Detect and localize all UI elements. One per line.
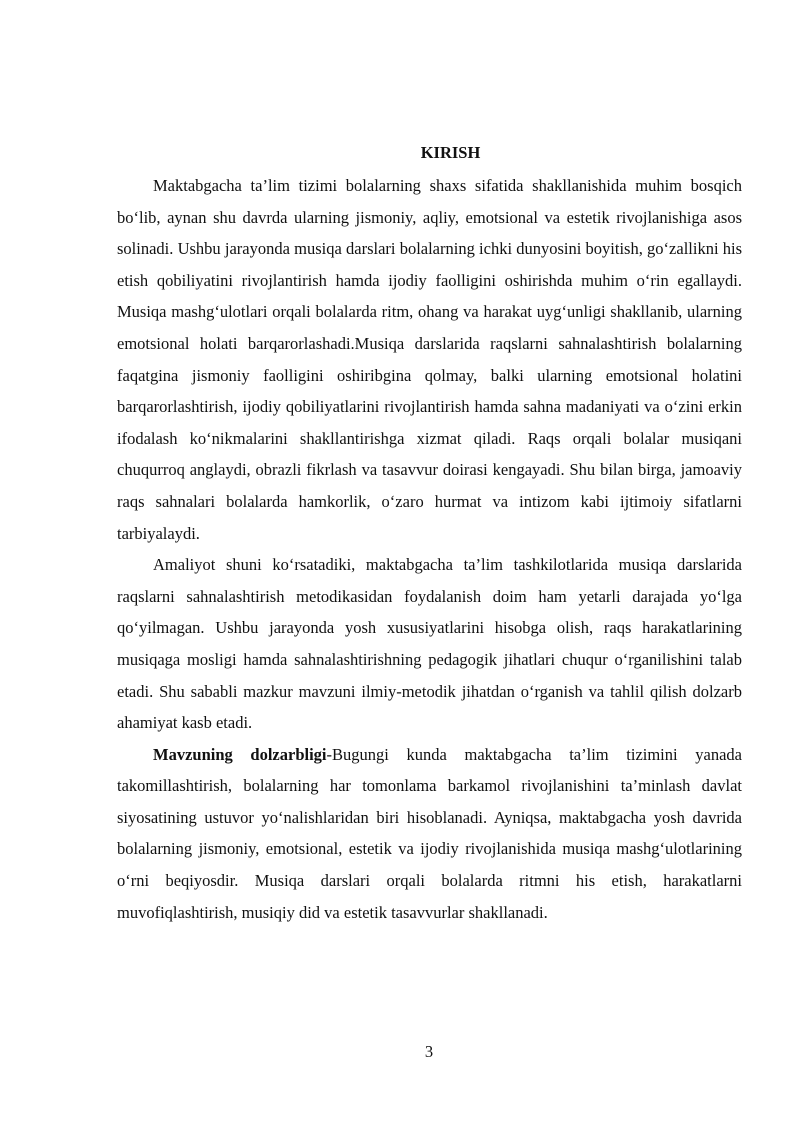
paragraph-practice bbox=[117, 549, 742, 739]
paragraph-relevance bbox=[117, 739, 742, 929]
paragraph-text: Amaliyot shuni ko‘rsatadiki, maktabgacha ta’lim tashkilotlarida musiqa darslarida raqslarni sahnalashtirish metodikasidan foydalanish doim ham yetarli darajada yo‘lga qo‘yilmagan. Ushbu jarayonda yosh xususiyatlarini hisobga olish, raqs harakatlarining musiqaga mosligi hamda sahnalashtirishning pedagogik jihatlari chuqur o‘rganilishini talab etadi. Shu sababli mazkur mavzuni ilmiy-metodik jihatdan o‘rganish va tahlil qilish dolzarb ahamiyat kasb etadi. bbox=[117, 555, 742, 733]
page-content bbox=[117, 140, 742, 928]
paragraph-lead-bold: Mavzuning dolzarbligi bbox=[153, 744, 327, 764]
page-number: 3 bbox=[424, 1042, 434, 1061]
paragraph-introduction bbox=[117, 170, 742, 549]
paragraph-text: Maktabgacha ta’lim tizimi bolalarning shaxs sifatida shakllanishida muhim bosqich bo‘lib, aynan shu davrda ularning jismoniy, aqliy, emotsional va estetik rivojlanishiga asos solinadi. Ushbu jarayonda musiqa darslari bolalarning ichki dunyosini boyitish, go‘zallikni his etish qobiliyatini rivojlantirish hamda ijodiy faolligini oshirishda muhim o‘rin egallaydi. Musiqa mashg‘ulotlari orqali bolalarda ritm, ohang va harakat uyg‘unligi shakllanib, ularning emotsional holati barqarorlashadi.Musiqa darslarida raqslarni sahnalashtirish bolalarning faqatgina jismoniy faolligini oshiribgina qolmay, balki ularning emotsional holatini barqarorlashtirish, ijodiy qobiliyatlarini rivojlantirish hamda sahna madaniyati va o‘zini erkin ifodalash ko‘nikmalarini shakllantirishga xizmat qiladi. Raqs orqali bolalar musiqani chuqurroq anglaydi, obrazli fikrlash va tasavvur doirasi kengayadi. Shu bilan birga, jamoaviy raqs sahnalari bolalarda hamkorlik, o‘zaro hurmat va intizom kabi ijtimoiy sifatlarni tarbiyalaydi. bbox=[117, 176, 742, 543]
section-heading: KIRISH bbox=[420, 143, 481, 162]
paragraph-text: -Bugungi kunda maktabgacha ta’lim tizimini yanada takomillashtirish, bolalarning har tomonlama barkamol rivojlanishini ta’minlash davlat siyosatining ustuvor yo‘nalishlaridan biri hisoblanadi. Ayniqsa, maktabgacha yosh davrida bolalarning jismoniy, emotsional, estetik va ijodiy rivojlanishida musiqa mashg‘ulotlarining o‘rni beqiyosdir. Musiqa darslari orqali bolalarda ritmni his etish, harakatlarni muvofiqlashtirish, musiqiy did va estetik tasavvurlar shakllanadi. bbox=[117, 744, 742, 922]
